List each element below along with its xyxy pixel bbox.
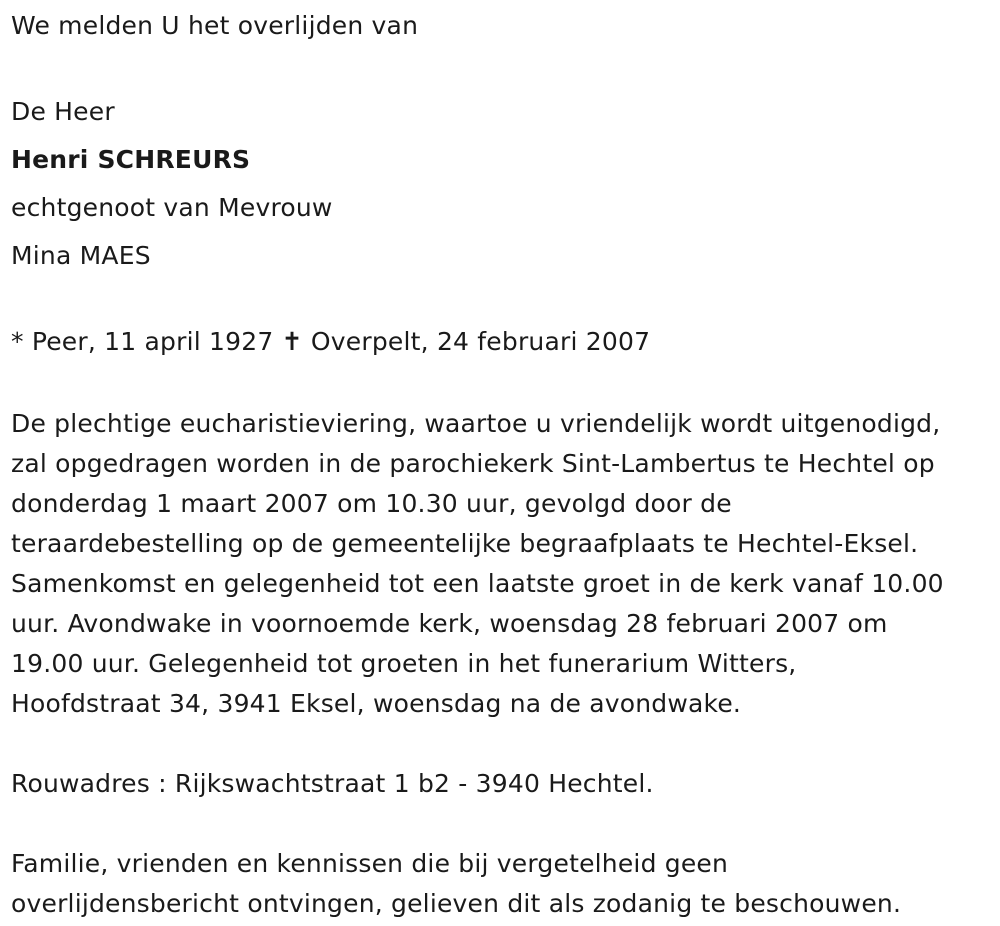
closing-line: overlijdensbericht ontvingen, gelieven dit als zodanig te beschouwen.: [11, 889, 902, 918]
birth-date: * Peer, 11 april 1927: [11, 327, 274, 356]
intro-text: We melden U het overlijden van: [11, 11, 419, 40]
deceased-relation: echtgenoot van Mevrouw: [11, 193, 333, 222]
death-date: Overpelt, 24 februari 2007: [310, 327, 651, 356]
ceremony-paragraph: [11, 404, 996, 724]
ceremony-line: 19.00 uur. Gelegenheid tot groeten in het funerarium Witters,: [11, 649, 797, 678]
ceremony-line: zal opgedragen worden in de parochiekerk Sint-Lambertus te Hechtel op: [11, 449, 935, 478]
closing-paragraph: [11, 844, 996, 924]
spacer: [11, 280, 996, 324]
ceremony-line: Hoofdstraat 34, 3941 Eksel, woensdag na de avondwake.: [11, 689, 742, 718]
deceased-block: [11, 88, 996, 280]
address-paragraph: [11, 764, 996, 804]
spacer: [11, 44, 996, 88]
deceased-name: Henri SCHREURS: [11, 145, 251, 174]
ceremony-line: teraardebestelling op de gemeentelijke begraafplaats te Hechtel-Eksel.: [11, 529, 919, 558]
spacer: [11, 360, 996, 404]
spouse-name: Mina MAES: [11, 241, 151, 270]
life-dates: [11, 324, 996, 360]
cross-icon: ✝: [281, 327, 303, 356]
deceased-title: De Heer: [11, 97, 115, 126]
spacer: [11, 724, 996, 764]
ceremony-line: Samenkomst en gelegenheid tot een laatste groet in de kerk vanaf 10.00: [11, 569, 944, 598]
ceremony-line: donderdag 1 maart 2007 om 10.30 uur, gevolgd door de: [11, 489, 732, 518]
ceremony-line: De plechtige eucharistieviering, waartoe u vriendelijk wordt uitgenodigd,: [11, 409, 941, 438]
ceremony-line: uur. Avondwake in voornoemde kerk, woensdag 28 februari 2007 om: [11, 609, 888, 638]
death-notice: [11, 0, 996, 924]
mourning-address: Rouwadres : Rijkswachtstraat 1 b2 - 3940 Hechtel.: [11, 769, 654, 798]
closing-line: Familie, vrienden en kennissen die bij vergetelheid geen: [11, 849, 729, 878]
spacer: [11, 804, 996, 844]
